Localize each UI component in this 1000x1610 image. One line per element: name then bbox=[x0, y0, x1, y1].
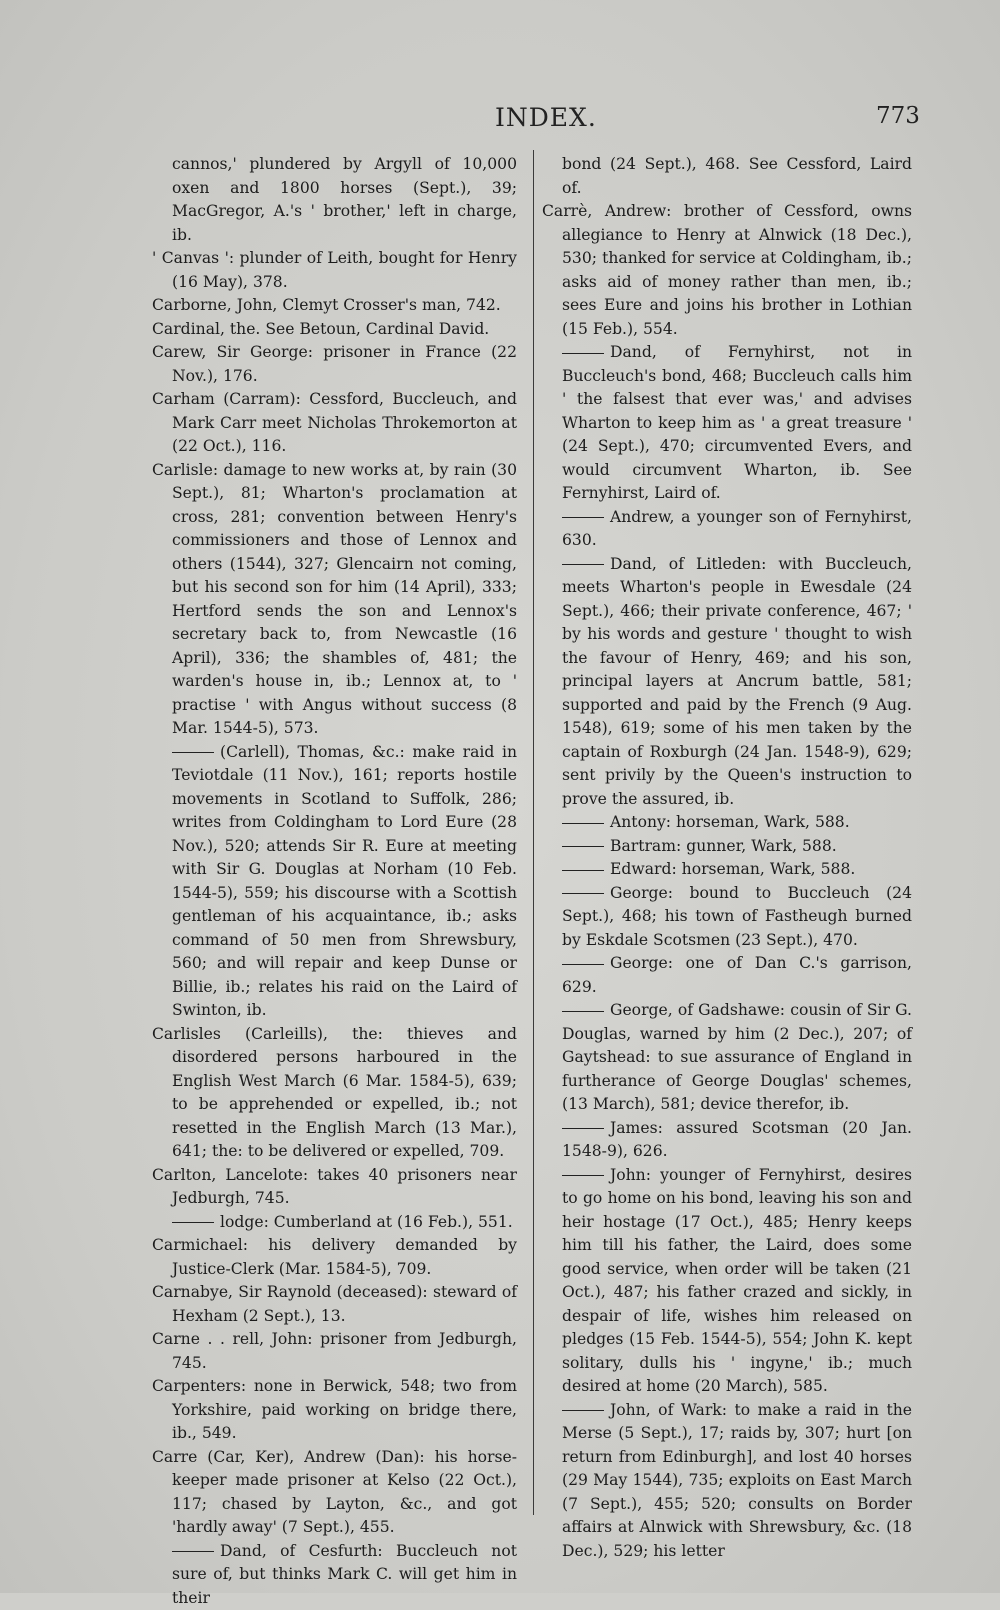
entry-text: (Carlell), Thomas, &c.: make raid in Teviotdale (11 Nov.), 161; reports hostile movements in Scotland to Suffolk, 286; writes from Coldingham to Lord Eure (28 Nov.), 520; attends Sir R. Eure at meeting with Sir G. Douglas at Norham (10 Feb. 1544-5), 559; his discourse with a Scottish gentleman of his acquaintance, ib.; asks command of 50 men from Shrewsbury, 560; and will repair and keep Dunse or Billie, ib.; relates his raid on the Laird of Swinton, ib. bbox=[172, 743, 517, 1020]
entry-text: Andrew, a younger son of Fernyhirst, 630. bbox=[562, 508, 912, 550]
entry-text: Cardinal, the. See Betoun, Cardinal David. bbox=[152, 320, 489, 338]
index-subentry bbox=[542, 952, 912, 999]
ditto-dash bbox=[562, 517, 604, 518]
ditto-dash bbox=[562, 964, 604, 965]
entry-text: lodge: Cumberland at (16 Feb.), 551. bbox=[220, 1213, 513, 1231]
ditto-dash bbox=[562, 564, 604, 565]
index-entry bbox=[152, 1375, 517, 1446]
page-title: INDEX. bbox=[495, 103, 597, 132]
entry-text: Carnabye, Sir Raynold (deceased): steward of Hexham (2 Sept.), 13. bbox=[152, 1283, 517, 1325]
index-subentry bbox=[542, 835, 912, 859]
index-entry bbox=[152, 153, 517, 247]
index-subentry bbox=[542, 553, 912, 812]
entry-text: Carpenters: none in Berwick, 548; two from Yorkshire, paid working on bridge there, ib., 549. bbox=[152, 1377, 517, 1442]
ditto-dash bbox=[562, 1410, 604, 1411]
entry-text: Carre (Car, Ker), Andrew (Dan): his horse-keeper made prisoner at Kelso (22 Oct.), 117; chased by Layton, &c., and got 'hardly away' (7 Sept.), 455. bbox=[152, 1448, 517, 1537]
ditto-dash bbox=[562, 846, 604, 847]
ditto-dash bbox=[562, 1011, 604, 1012]
index-subentry bbox=[542, 999, 912, 1117]
entry-text: Dand, of Cesfurth: Buccleuch not sure of, but thinks Mark C. will get him in their bbox=[172, 1542, 517, 1607]
entry-text: Carew, Sir George: prisoner in France (22 Nov.), 176. bbox=[152, 343, 517, 385]
entry-text: ' Canvas ': plunder of Leith, bought for Henry (16 May), 378. bbox=[152, 249, 517, 291]
index-entry bbox=[152, 318, 517, 342]
left-column bbox=[152, 153, 517, 1610]
index-entry bbox=[152, 459, 517, 741]
entry-text: James: assured Scotsman (20 Jan. 1548-9), 626. bbox=[562, 1119, 912, 1161]
entry-text: Dand, of Litleden: with Buccleuch, meets Wharton's people in Ewesdale (24 Sept.), 466; their private conference, 467; ' by his words and gesture ' thought to wish the favour of Henry, 469; and his son, principal layers at Ancrum battle, 581; supported and paid by the French (9 Aug. 1548), 619; some of his men taken by the captain of Roxburgh (24 Jan. 1548-9), 629; sent privily by the Queen's instruction to prove the assured, ib. bbox=[562, 555, 912, 808]
index-subentry bbox=[542, 882, 912, 953]
entry-text: Antony: horseman, Wark, 588. bbox=[610, 813, 850, 831]
entry-text: Carrè, Andrew: brother of Cessford, owns allegiance to Henry at Alnwick (18 Dec.), 530; thanked for service at Coldingham, ib.; asks aid of money rather than men, ib.; sees Eure and joins his brother in Lothian (15 Feb.), 554. bbox=[542, 202, 912, 338]
index-subentry bbox=[542, 341, 912, 506]
entry-text: George: one of Dan C.'s garrison, 629. bbox=[562, 954, 912, 996]
entry-text: Carmichael: his delivery demanded by Justice-Clerk (Mar. 1584-5), 709. bbox=[152, 1236, 517, 1278]
ditto-dash bbox=[562, 1128, 604, 1129]
entry-text: Carlisle: damage to new works at, by rain (30 Sept.), 81; Wharton's proclamation at cross, 281; convention between Henry's commissioners and those of Lennox and others (1544), 327; Glencairn not coming, but his second son for him (14 April), 333; Hertford sends the son and Lennox's secretary back to, from Newcastle (16 April), 336; the shambles of, 481; the warden's house in, ib.; Lennox at, to ' practise ' with Angus without success (8 Mar. 1544-5), 573. bbox=[152, 461, 517, 738]
page-number: 773 bbox=[876, 103, 920, 129]
ditto-dash bbox=[172, 752, 214, 753]
index-subentry bbox=[152, 1211, 517, 1235]
column-divider bbox=[533, 150, 534, 1515]
index-subentry bbox=[152, 1540, 517, 1610]
entry-text: Carborne, John, Clemyt Crosser's man, 742. bbox=[152, 296, 501, 314]
entry-text: George, of Gadshawe: cousin of Sir G. Douglas, warned by him (2 Dec.), 207; of Gaytshead: to sue assurance of England in furtherance of George Douglas' schemes, (13 March), 581; device therefor, ib. bbox=[562, 1001, 912, 1113]
index-entry bbox=[152, 1281, 517, 1328]
entry-text: Carham (Carram): Cessford, Buccleuch, and Mark Carr meet Nicholas Throkemorton at (22 Oct.), 116. bbox=[152, 390, 517, 455]
index-subentry bbox=[542, 858, 912, 882]
entry-text: Carlisles (Carleills), the: thieves and disordered persons harboured in the English West March (6 Mar. 1584-5), 639; to be apprehended or expelled, ib.; not resetted in the English March (13 Mar.), 641; the: to be delivered or expelled, 709. bbox=[152, 1025, 517, 1161]
entry-text: bond (24 Sept.), 468. See Cessford, Laird of. bbox=[562, 155, 912, 197]
index-subentry bbox=[152, 741, 517, 1023]
ditto-dash bbox=[562, 893, 604, 894]
index-entry bbox=[152, 1234, 517, 1281]
index-entry bbox=[152, 1164, 517, 1211]
entry-text: John, of Wark: to make a raid in the Merse (5 Sept.), 17; raids by, 307; hurt [on return from Edinburgh], and lost 40 horses (29 May 1544), 735; exploits on East March (7 Sept.), 455; 520; consults on Border affairs at Alnwick with Shrewsbury, &c. (18 Dec.), 529; his letter bbox=[562, 1401, 912, 1560]
index-subentry bbox=[542, 506, 912, 553]
ditto-dash bbox=[172, 1222, 214, 1223]
index-entry bbox=[152, 1023, 517, 1164]
index-subentry bbox=[542, 1117, 912, 1164]
ditto-dash bbox=[562, 1175, 604, 1176]
ditto-dash bbox=[562, 823, 604, 824]
index-subentry bbox=[542, 1399, 912, 1564]
index-entry bbox=[542, 200, 912, 341]
entry-text: Dand, of Fernyhirst, not in Buccleuch's bond, 468; Buccleuch calls him ' the falsest that ever was,' and advises Wharton to keep him as ' a great treasure ' (24 Sept.), 470; circumvented Evers, and would circumvent Wharton, ib. See Fernyhirst, Laird of. bbox=[562, 343, 912, 502]
index-entry bbox=[152, 1446, 517, 1540]
index-subentry bbox=[542, 1164, 912, 1399]
ditto-dash bbox=[562, 353, 604, 354]
index-entry bbox=[152, 294, 517, 318]
index-entry bbox=[152, 341, 517, 388]
entry-text: Carlton, Lancelote: takes 40 prisoners near Jedburgh, 745. bbox=[152, 1166, 517, 1208]
entry-text: John: younger of Fernyhirst, desires to go home on his bond, leaving his son and heir hostage (17 Oct.), 485; Henry keeps him till his father, the Laird, does some good service, when order will be taken (21 Oct.), 487; his father crazed and sickly, in despair of life, wishes him released on pledges (15 Feb. 1544-5), 554; John K. kept solitary, dulls his ' ingyne,' ib.; much desired at home (20 March), 585. bbox=[562, 1166, 912, 1396]
entry-text: Carne . . rell, John: prisoner from Jedburgh, 745. bbox=[152, 1330, 517, 1372]
right-column bbox=[542, 153, 912, 1563]
entry-text: cannos,' plundered by Argyll of 10,000 oxen and 1800 horses (Sept.), 39; MacGregor, A.'s ' brother,' left in charge, ib. bbox=[172, 155, 517, 244]
index-entry bbox=[152, 1328, 517, 1375]
entry-text: Bartram: gunner, Wark, 588. bbox=[610, 837, 837, 855]
entry-text: George: bound to Buccleuch (24 Sept.), 468; his town of Fastheugh burned by Eskdale Scotsmen (23 Sept.), 470. bbox=[562, 884, 912, 949]
index-entry bbox=[152, 388, 517, 459]
entry-text: Edward: horseman, Wark, 588. bbox=[610, 860, 855, 878]
index-subentry bbox=[542, 811, 912, 835]
index-entry bbox=[542, 153, 912, 200]
ditto-dash bbox=[562, 870, 604, 871]
index-entry bbox=[152, 247, 517, 294]
ditto-dash bbox=[172, 1551, 214, 1552]
